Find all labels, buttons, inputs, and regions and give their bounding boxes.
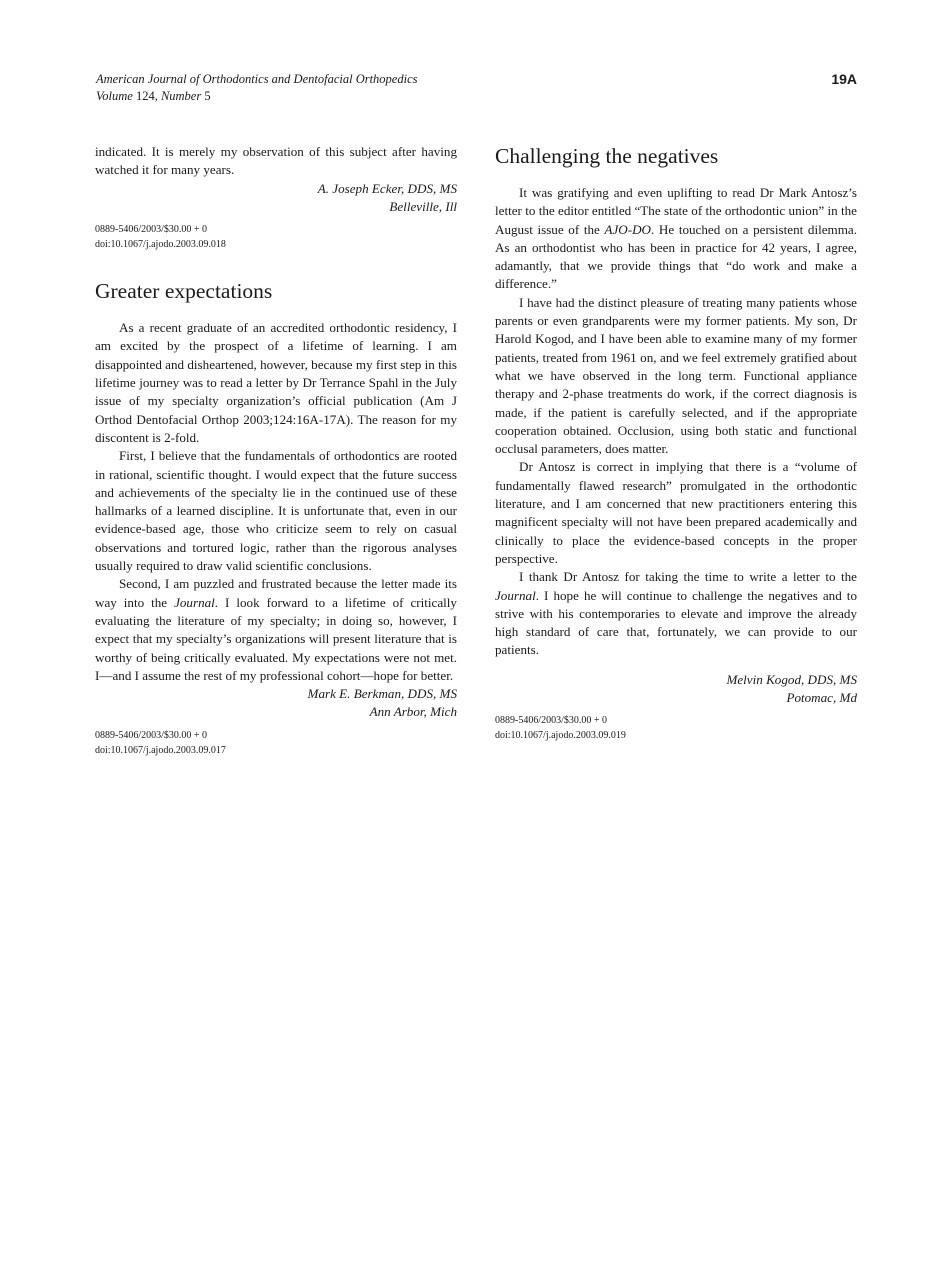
letter2-p3-start: Second, I am puzzled and frustrated because the letter made its way into the [95,576,457,610]
letter2-price-line: 0889-5406/2003/$30.00 + 0 [95,729,208,741]
letter2-p3-end: . I look forward to a lifetime of critically evaluating the literature of my specialty; in doing so, however, I expect that my specialty’s organizations will present literature that is worthy of being critically evaluated. My expectations were not met. I—and I assume the rest of my professional cohort—hope for better. [95,594,457,683]
letter1-price-line: 0889-5406/2003/$30.00 + 0 [95,224,208,236]
letter2-citation [95,728,457,758]
letter3-p1-end: . He touched on a persistent dilemma. As an orthodontist who has been in practice for 42 years, I agree, adamantly, that we provide things that “do work and make a difference.” [495,221,857,292]
ajodo-italic: AJO-DO [604,221,652,237]
letter3-signature [495,671,857,708]
volume-number: 124, [132,89,161,103]
letter3-paragraph-2: I have had the distinct pleasure of treating many patients whose parents or even grandparents were my former patients. My son, Dr Harold Kogod, and I have been able to examine many of my former patients, treated from 1961 on, and we feel extremely gratified about what we have observed in the long term. Functional appliance therapy and 2-phase treatments do work, if the correct diagnosis is made, if the patient is carefully selected, and if the appropriate cooperation obtained. Occlusion, using both static and functional occlusal parameters, does matter. [495,294,857,457]
letter3-paragraph-1 [495,184,857,294]
journal-italic: Journal [495,587,536,603]
letter3-paragraph-4 [495,568,857,659]
journal-title: American Journal of Orthodontics and Dentofacial Orthopedics [96,72,418,86]
letter1-location: Belleville, Ill [389,198,457,214]
page-number: 19A [831,71,857,87]
letter2-signature [95,685,457,722]
letter3-doi: doi:10.1067/j.ajodo.2003.09.019 [495,730,626,742]
letter1-citation [95,222,457,252]
letter2-paragraph-2: First, I believe that the fundamentals of orthodontics are rooted in rational, scientific thought. I would expect that the future success and achievements of the specialty lie in the continued use of these hallmarks of a learned discipline. It is unfortunate that, even in our evidence-based age, those who criticize seem to rely on casual observations and tortured logic, rather than the rigorous analyses usually required to draw valid scientific conclusions. [95,448,457,574]
letter3-citation [495,713,857,743]
letter1-doi: doi:10.1067/j.ajodo.2003.09.018 [95,239,226,251]
letter1-signature [95,180,457,217]
running-head [96,71,418,105]
letter2-title: Greater expectations [95,279,273,304]
volume-label: Volume [96,89,133,103]
issue-number: 5 [201,89,211,103]
letter2-author: Mark E. Berkman, DDS, MS [307,686,457,702]
number-label: Number [160,89,202,103]
letter2-paragraph-3 [95,575,457,685]
letter2-paragraph-1: As a recent graduate of an accredited orthodontic residency, I am excited by the prospect of a lifetime of learning. I am disappointed and disheartened, however, because my first step in this lifetime journey was to read a letter by Dr Terrance Spahl in the July issue of my specialty organization’s official publication (Am J Orthod Dentofacial Orthop 2003;124:16A-17A). The reason for my discontent is 2-fold. [95,320,458,445]
letter3-p4-end: . I hope he will continue to challenge the negatives and to strive with his contemporaries to elevate and improve the already high standard of care that, fortunately, we can provide to our patients. [495,587,857,658]
letter2-location: Ann Arbor, Mich [369,704,457,720]
letter3-paragraph-3: Dr Antosz is correct in implying that there is a “volume of fundamentally flawed research” promulgated in the orthodontic literature, and I am concerned that new practitioners entering this magnificent specialty will not have been prepared academically and clinically to place the evidence-based concepts in the proper perspective. [495,459,857,566]
letter3-author: Melvin Kogod, DDS, MS [726,671,857,687]
letter2-doi: doi:10.1067/j.ajodo.2003.09.017 [95,744,226,756]
letter3-p4-start: I thank Dr Antosz for taking the time to write a letter to the [519,569,857,585]
letter3-title: Challenging the negatives [495,144,719,168]
letter3-price-line: 0889-5406/2003/$30.00 + 0 [495,715,608,727]
letter3-p1-start: It was gratifying and even uplifting to read Dr Mark Antosz’s letter to the editor entitled “The state of the orthodontic union” in the August issue of the [495,185,857,237]
right-column [495,143,857,743]
left-column [95,143,457,758]
letter3-location: Potomac, Md [786,690,857,706]
journal-italic: Journal [174,594,215,610]
letter1-author: A. Joseph Ecker, DDS, MS [317,180,457,196]
volume-line [96,88,418,105]
letter1-paragraph-end: indicated. It is merely my observation of this subject after having watched it for many years. [95,144,457,178]
